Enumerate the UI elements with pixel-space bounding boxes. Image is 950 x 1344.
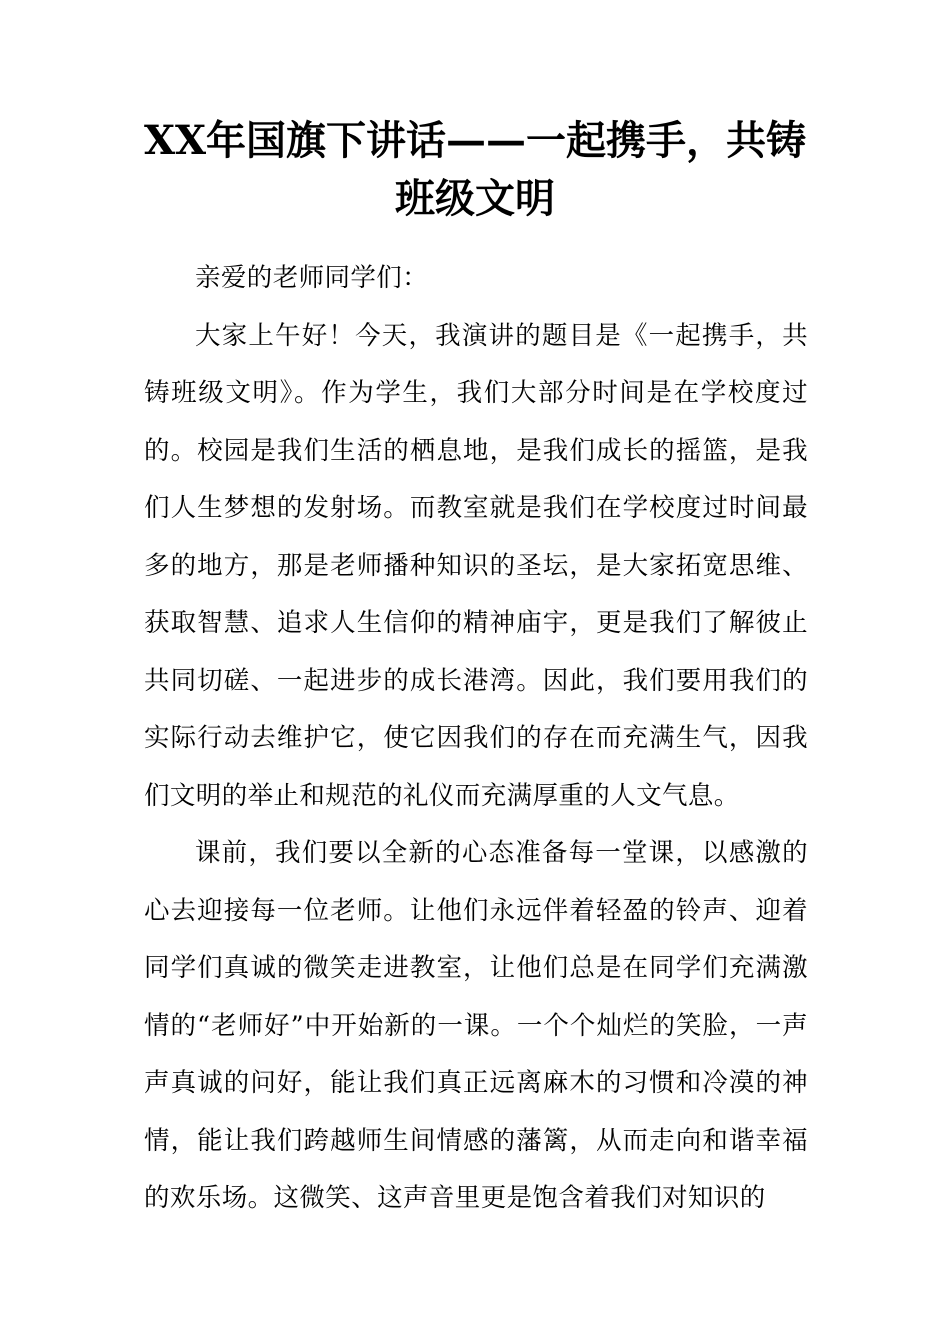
document-title: XX年国旗下讲话——一起携手，共铸班级文明 xyxy=(143,117,807,222)
document-body xyxy=(144,250,808,1228)
body-paragraph: 课前，我们要以全新的心态准备每一堂课，以感激的心去迎接每一位老师。让他们永远伴着轻盈的铃声、迎着同学们真诚的微笑走进教室，让他们总是在同学们充满激情的“老师好”中开始新的一课。一个个灿烂的笑脸，一声声真诚的问好，能让我们真正远离麻木的习惯和冷漠的神情，能让我们跨越师生间情感的藩篱，从而走向和谐幸福的欢乐场。这微笑、这声音里更是饱含着我们对知识的 xyxy=(144,838,808,1213)
body-paragraph: 大家上午好！今天，我演讲的题目是《一起携手，共铸班级文明》。作为学生，我们大部分时间是在学校度过的。校园是我们生活的栖息地，是我们成长的摇篮，是我们人生梦想的发射场。而教室就是我们在学校度过时间最多的地方，那是老师播种知识的圣坛，是大家拓宽思维、获取智慧、追求人生信仰的精神庙宇，更是我们了解彼止共同切磋、一起进步的成长港湾。因此，我们要用我们的实际行动去维护它，使它因我们的存在而充满生气，因我们文明的举止和规范的礼仪而充满厚重的人文气息。 xyxy=(144,320,808,811)
greeting-paragraph: 亲爱的老师同学们： xyxy=(195,263,429,293)
